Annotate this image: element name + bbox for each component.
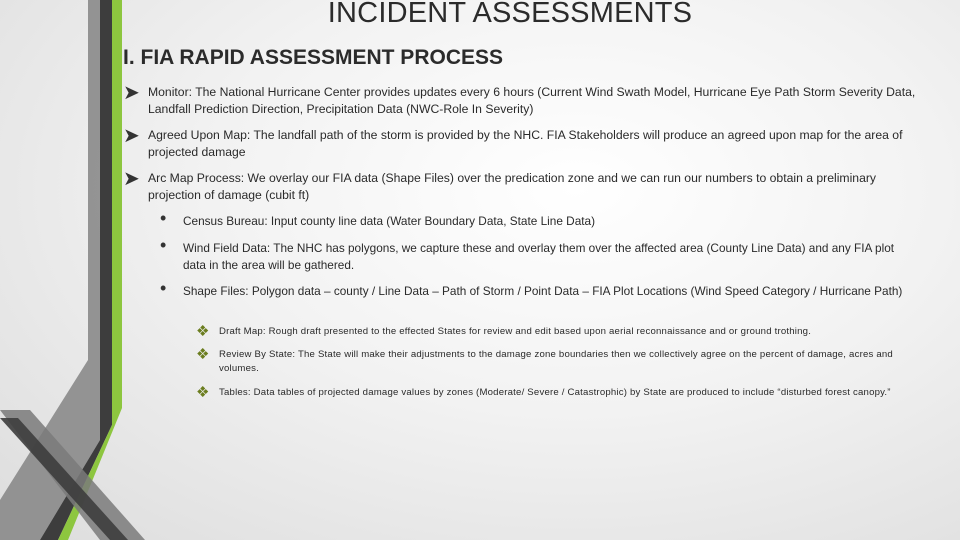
dark-lower-bar xyxy=(0,418,128,540)
arrow-icon: ➤ xyxy=(123,82,140,104)
sub-bullet-wind-field-data xyxy=(160,235,920,274)
page-title: INCIDENT ASSESSMENTS xyxy=(327,0,693,29)
sub-bullet-text: Shape Files: Polygon data – county / Line Data – Path of Storm / Point Data – FIA Plot Locations (Wind Speed Category / Hurricane Path) xyxy=(183,284,903,298)
sub-bullet-text: Census Bureau: Input county line data (Water Boundary Data, State Line Data) xyxy=(183,214,596,228)
dark-diagonal-bar xyxy=(40,0,112,540)
diamond-cluster-icon: ❖ xyxy=(196,384,210,401)
sub-sub-bullet-text: Draft Map: Rough draft presented to the effected States for review and edit based upon aerial reconnaissance and or ground trothing. xyxy=(219,326,812,337)
green-accent-bar xyxy=(58,0,122,540)
sub-bullet-shape-files xyxy=(160,278,920,300)
bullet-agreed-upon-map xyxy=(123,127,923,161)
bullet-dot-icon: • xyxy=(160,208,167,228)
bullet-dot-icon: • xyxy=(160,235,167,255)
bullet-text: Monitor: The National Hurricane Center provides updates every 6 hours (Current Wind Swath Model, Hurricane Eye Path Storm Severity Data, Landfall Prediction Direction, Precipitation Data (NWC-Role In Severity) xyxy=(148,85,916,116)
sub-sub-bullet-text: Review By State: The State will make their adjustments to the damage zone boundaries then we collectively agree on the percent of damage, acres and volumes. xyxy=(219,349,893,374)
bullet-dot-icon: • xyxy=(160,278,167,298)
bullet-text: Arc Map Process: We overlay our FIA data (Shape Files) over the predication zone and we can run our numbers to obtain a preliminary projection of damage (cubit ft) xyxy=(148,171,876,202)
diamond-cluster-icon: ❖ xyxy=(196,323,210,340)
sub-bullet-text: Wind Field Data: The NHC has polygons, we capture these and overlay them over the affected area (County Line Data) and any FIA plot data in the area will be gathered. xyxy=(183,241,895,272)
sub-sub-bullet-text: Tables: Data tables of projected damage values by zones (Moderate/ Severe / Catastrophic) by State are produced to include “disturbed forest canopy.” xyxy=(219,387,891,398)
sub-sub-bullet-review-by-state xyxy=(196,348,926,376)
arrow-icon: ➤ xyxy=(123,125,140,147)
diamond-cluster-icon: ❖ xyxy=(196,346,210,363)
sub-sub-bullet-draft-map xyxy=(196,325,926,339)
section-heading: I. FIA RAPID ASSESSMENT PROCESS xyxy=(123,46,503,69)
bullet-text: Agreed Upon Map: The landfall path of the storm is provided by the NHC. FIA Stakeholders will produce an agreed upon map for the area of projected damage xyxy=(148,128,903,159)
arrow-icon: ➤ xyxy=(123,168,140,190)
bullet-monitor xyxy=(123,84,923,118)
sub-bullet-census-bureau xyxy=(160,208,920,230)
sub-sub-bullet-tables xyxy=(196,386,926,400)
gray-lower-bar xyxy=(0,410,145,540)
gray-diagonal-bar xyxy=(0,0,100,540)
bullet-arc-map-process xyxy=(123,170,923,204)
